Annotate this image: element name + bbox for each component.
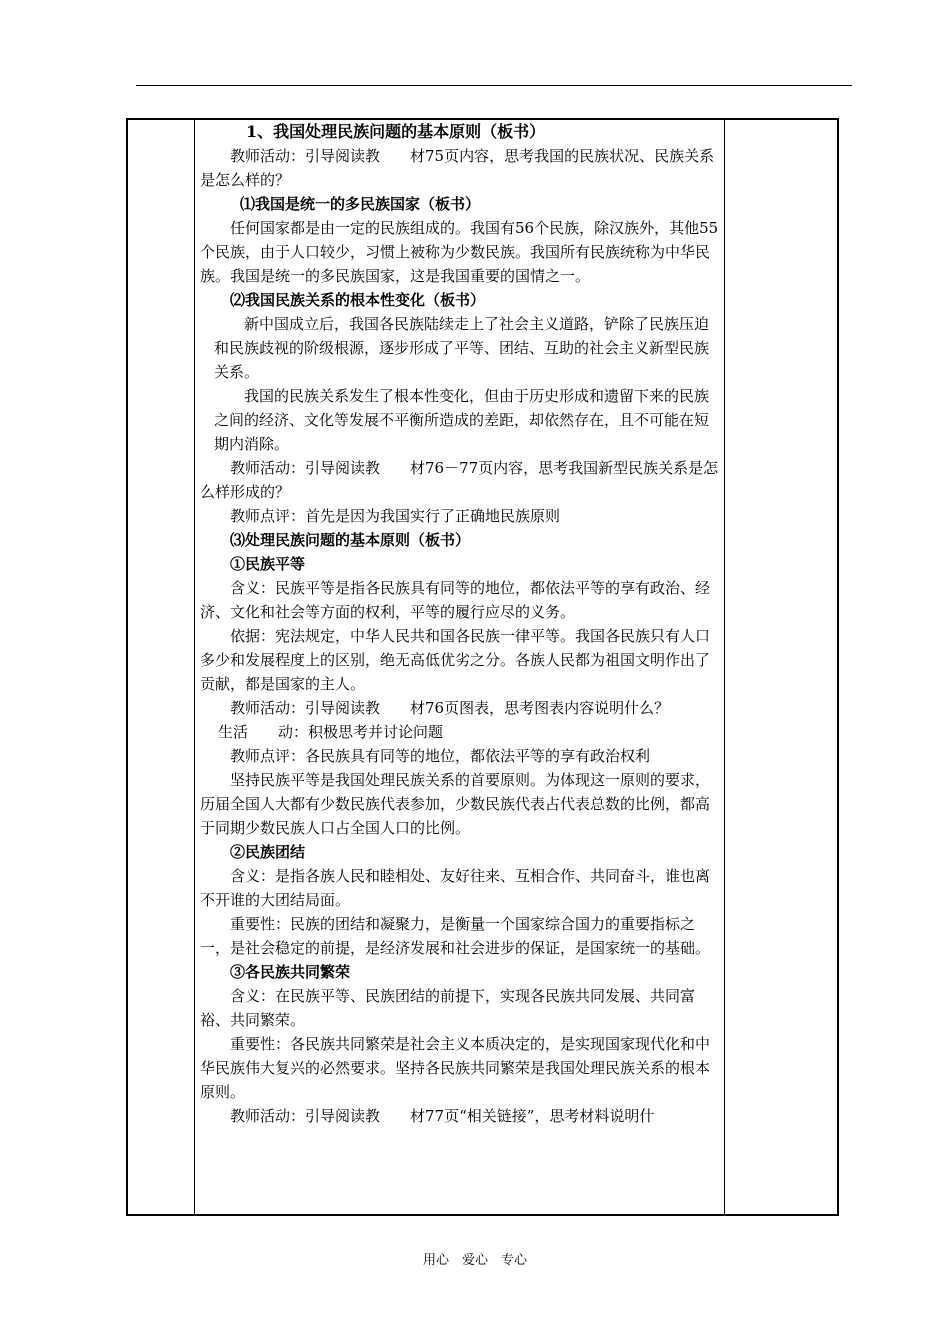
paragraph-11: 依据：宪法规定，中华人民共和国各民族一律平等。我国各民族只有人口多少和发展程度上的区别，绝无高低优劣之分。各族人民都为祖国文明作出了贡献，都是国家的主人。	[200, 627, 711, 693]
subheading-19: ③各民族共同繁荣	[230, 963, 351, 981]
paragraph-18: 重要性：民族的团结和凝聚力，是衡量一个国家综合国力的重要指标之一，是社会稳定的前提，是经济发展和社会进步的保证，是国家统一的基础。	[200, 915, 711, 957]
paragraph-13: 生活 动：积极思考并讨论问题	[218, 723, 444, 741]
content-blocks	[200, 144, 720, 1128]
subheading-3: ⑵我国民族关系的根本性变化（板书）	[230, 291, 486, 309]
paragraph-5: 我国的民族关系发生了根本性变化，但由于历史形成和遗留下来的民族之间的经济、文化等发展不平衡所造成的差距，却依然存在，且不可能在短期内消除。	[214, 387, 710, 453]
paragraph-20: 含义：在民族平等、民族团结的前提下，实现各民族共同发展、共同富裕、共同繁荣。	[200, 987, 696, 1029]
paragraph-0: 教师活动：引导阅读教 材75页内容，思考我国的民族状况、民族关系是怎么样的？	[200, 147, 715, 189]
paragraph-4: 新中国成立后，我国各民族陆续走上了社会主义道路，铲除了民族压迫和民族歧视的阶级根源，逐步形成了平等、团结、互助的社会主义新型民族关系。	[214, 315, 710, 381]
paragraph-6: 教师活动：引导阅读教 材76－77页内容，思考我国新型民族关系是怎么样形成的？	[200, 459, 719, 501]
subheading-1: ⑴我国是统一的多民族国家（板书）	[240, 195, 481, 213]
paragraph-21: 重要性：各民族共同繁荣是社会主义本质决定的，是实现国家现代化和中华民族伟大复兴的必然要求。坚持各民族共同繁荣是我国处理民族关系的根本原则。	[200, 1035, 711, 1101]
subheading-16: ②民族团结	[230, 843, 306, 861]
header-rule	[136, 85, 852, 86]
paragraph-17: 含义：是指各族人民和睦相处、友好往来、互相合作、共同奋斗，谁也离不开谁的大团结局面。	[200, 867, 711, 909]
page-footer: 用心 爱心 专心	[422, 1253, 527, 1268]
paragraph-15: 坚持民族平等是我国处理民族关系的首要原则。为体现这一原则的要求，历届全国人大都有少数民族代表参加，少数民族代表占代表总数的比例，都高于同期少数民族人口占全国人口的比例。	[200, 771, 711, 837]
lesson-content	[200, 120, 720, 1128]
paragraph-12: 教师活动：引导阅读教 材76页图表，思考图表内容说明什么？	[230, 699, 670, 717]
table-column-divider-right	[724, 120, 725, 1214]
subheading-9: ①民族平等	[230, 555, 306, 573]
section-title: 1、我国处理民族问题的基本原则（板书）	[246, 122, 546, 141]
subheading-8: ⑶处理民族问题的基本原则（板书）	[230, 531, 471, 549]
paragraph-7: 教师点评：首先是因为我国实行了正确地民族原则	[230, 507, 561, 525]
paragraph-22: 教师活动：引导阅读教 材77页“相关链接”，思考材料说明什	[230, 1107, 655, 1125]
table-column-divider-left	[194, 120, 195, 1214]
paragraph-14: 教师点评：各民族具有同等的地位，都依法平等的享有政治权利	[230, 747, 651, 765]
paragraph-10: 含义：民族平等是指各民族具有同等的地位，都依法平等的享有政治、经济、文化和社会等方面的权利，平等的履行应尽的义务。	[200, 579, 711, 621]
paragraph-2: 任何国家都是由一定的民族组成的。我国有56个民族，除汉族外，其他55个民族，由于人口较少，习惯上被称为少数民族。我国所有民族统称为中华民族。我国是统一的多民族国家，这是我国重要的国情之一。	[200, 219, 719, 285]
